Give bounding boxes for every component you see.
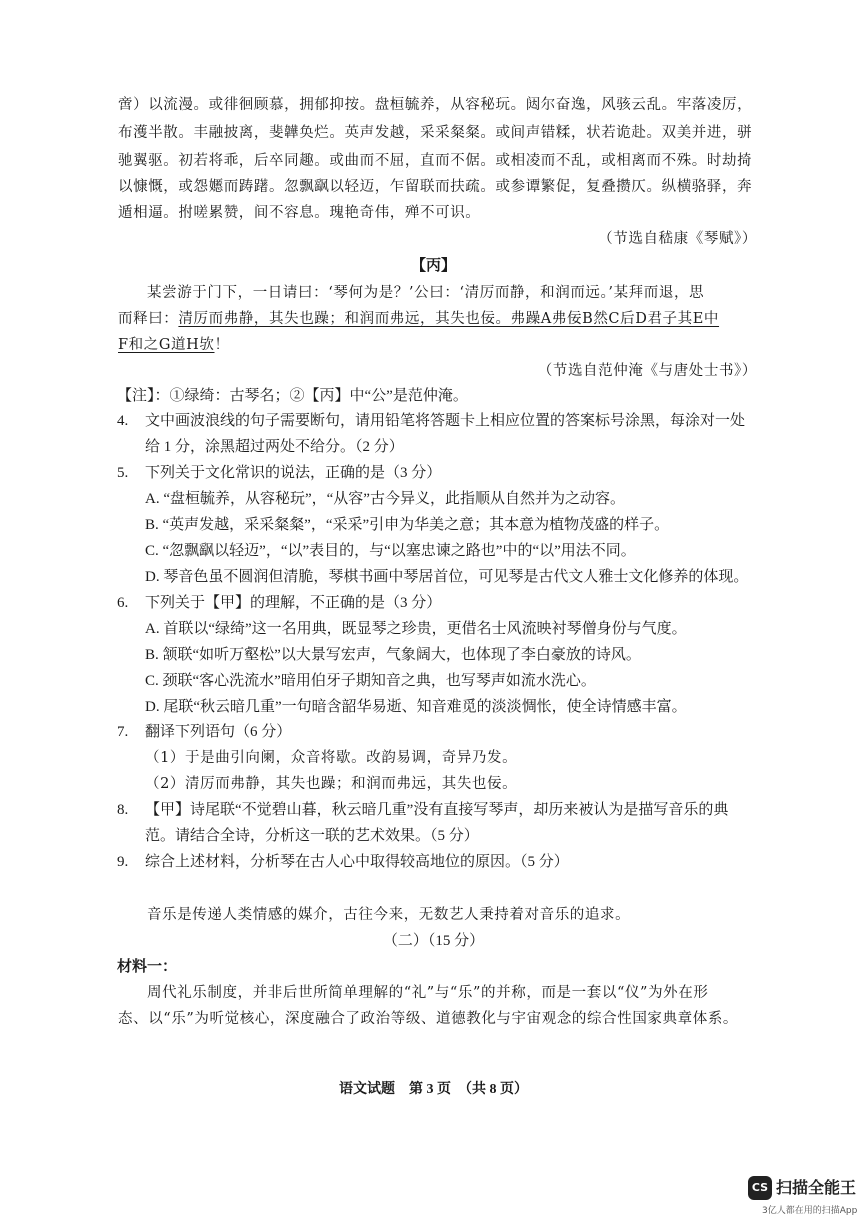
question-7-stem: 翻译下列语句（6 分） (145, 724, 292, 740)
passage-bing-line-3 (118, 335, 230, 355)
passage-yi-line-5: 遁相逼。拊嗟累赞，间不容息。瑰艳奇伟，殚不可识。 (118, 205, 481, 221)
question-6-option-c: C. 颈联“客心洗流水”暗用伯牙子期知音之典，也写琴声如流水洗心。 (145, 673, 596, 689)
passage-yi-line-1: 啻）以流漫。或徘徊顾慕，拥郁抑按。盘桓毓养，从容秘玩。闼尔奋逸，风骇云乱。牢落凌厉， (118, 97, 753, 113)
question-7-item-2: （2）清厉而弗静，其失也躁；和润而弗远，其失也佞。 (145, 776, 518, 792)
question-5-number: 5. (117, 465, 129, 481)
question-5-option-b: B. “英声发越，采采粲粲”，“采采”引申为华美之意；其本意为植物茂盛的样子。 (145, 517, 670, 533)
question-7-number: 7. (117, 724, 129, 740)
question-6-option-a: A. 首联以“绿绮”这一名用典，既显琴之珍贵，更借名士风流映衬琴僧身份与气度。 (145, 621, 687, 637)
question-6-number: 6. (117, 595, 129, 611)
camscanner-logo-icon: CS (748, 1176, 772, 1200)
question-8-line-1: 【甲】诗尾联“不觉碧山暮，秋云暗几重”没有直接写琴声，却历来被认为是描写音乐的典 (145, 802, 729, 818)
question-7-item-1: （1）于是曲引向阑，众音将歇。改韵易调，奇异乃发。 (145, 750, 518, 766)
passage-yi-line-4: 以慷慨，或怨嬺而踌躇。忽飘飖以轻迈，乍留联而扶疏。或参谭繁促，复叠攒仄。纵横骆驿，奔 (118, 179, 753, 195)
passage-bing-heading: 【丙】 (410, 258, 456, 274)
question-5-option-c: C. “忽飘飖以轻迈”，“以”表目的，与“以塞忠谏之路也”中的“以”用法不同。 (145, 543, 636, 559)
question-4-number: 4. (117, 413, 129, 429)
question-5-stem: 下列关于文化常识的说法，正确的是（3 分） (145, 465, 442, 481)
material-1-line-2: 态、以“乐”为听觉核心，深度融合了政治等级、道德教化与宇宙观念的综合性国家典章体系。 (118, 1011, 739, 1027)
material-1-line-1: 周代礼乐制度，并非后世所简单理解的“礼”与“乐”的并称，而是一套以“仪”为外在形 (147, 985, 709, 1001)
question-5-option-a: A. “盘桓毓养，从容秘玩”，“从容”古今异义，此指顺从自然并为之动容。 (145, 491, 625, 507)
question-4-line-1: 文中画波浪线的句子需要断句，请用铅笔将答题卡上相应位置的答案标号涂黑，每涂对一处 (145, 413, 746, 429)
question-8-number: 8. (117, 802, 129, 818)
question-6-option-b: B. 颔联“如听万壑松”以大景写宏声，气象阔大，也体现了李白豪放的诗风。 (145, 647, 641, 663)
question-8-line-2: 范。请结合全诗，分析这一联的艺术效果。（5 分） (145, 828, 479, 844)
material-1-label: 材料一： (117, 959, 178, 975)
question-9-line-1: 综合上述材料，分析琴在古人心中取得较高地位的原因。（5 分） (145, 854, 569, 870)
question-6-option-d: D. 尾联“秋云暗几重”一句暗含韶华易逝、知音难觅的淡淡惆怅，使全诗情感丰富。 (145, 699, 687, 715)
exclamation-mark: ！ (214, 337, 230, 353)
passage-bing-line-2-plain: 而释曰： (118, 311, 179, 327)
passage-bing-line-1: 某尝游于门下，一日请曰：‘琴何为是？’公曰：‘清厉而静，和润而远。’某拜而退，思 (147, 285, 705, 301)
section-2-intro: 音乐是传递人类情感的媒介，古往今来，无数艺人秉持着对音乐的追求。 (147, 907, 631, 923)
watermark-brand-name: 扫描全能王 (776, 1178, 857, 1197)
question-5-option-d: D. 琴音色虽不圆润但清脆，琴棋书画中琴居首位，可见琴是古代文人雅士文化修养的体现。 (145, 569, 749, 585)
passage-yi-line-2: 布濩半散。丰融披离，斐韡奂烂。英声发越，采采粲粲。或间声错糅，状若诡赴。双美并进，骈 (118, 125, 753, 141)
passage-yi-line-3: 驰翼驱。初若将乖，后卒同趣。或曲而不屈，直而不倨。或相凌而不乱，或相离而不殊。时劫掎 (118, 153, 753, 169)
section-2-heading: （二）（15 分） (382, 933, 485, 949)
passage-yi-source: （节选自嵇康《琴赋》） (598, 231, 757, 247)
question-9-number: 9. (117, 854, 129, 870)
page-footer: 语文试题 第 3 页 （共 8 页） (339, 1082, 528, 1097)
question-4-line-2: 给 1 分，涂黑超过两处不给分。（2 分） (145, 439, 404, 455)
scanner-watermark (748, 1176, 858, 1220)
wavy-underlined-sentence-end: F和之G道H欤 (118, 337, 215, 353)
wavy-underlined-sentence: 清厉而弗静，其失也躁；和润而弗远，其失也佞。弗躁A弗佞B然C后D君子其E中 (178, 311, 720, 327)
passage-bing-line-2 (118, 309, 719, 329)
annotation-note: 【注】：①绿绮：古琴名；②【丙】中“公”是范仲淹。 (117, 388, 468, 404)
passage-bing-source: （节选自范仲淹《与唐处士书》） (537, 363, 757, 379)
watermark-tagline: 3亿人都在用的扫描App (762, 1206, 858, 1216)
question-6-stem: 下列关于【甲】的理解，不正确的是（3 分） (145, 595, 442, 611)
